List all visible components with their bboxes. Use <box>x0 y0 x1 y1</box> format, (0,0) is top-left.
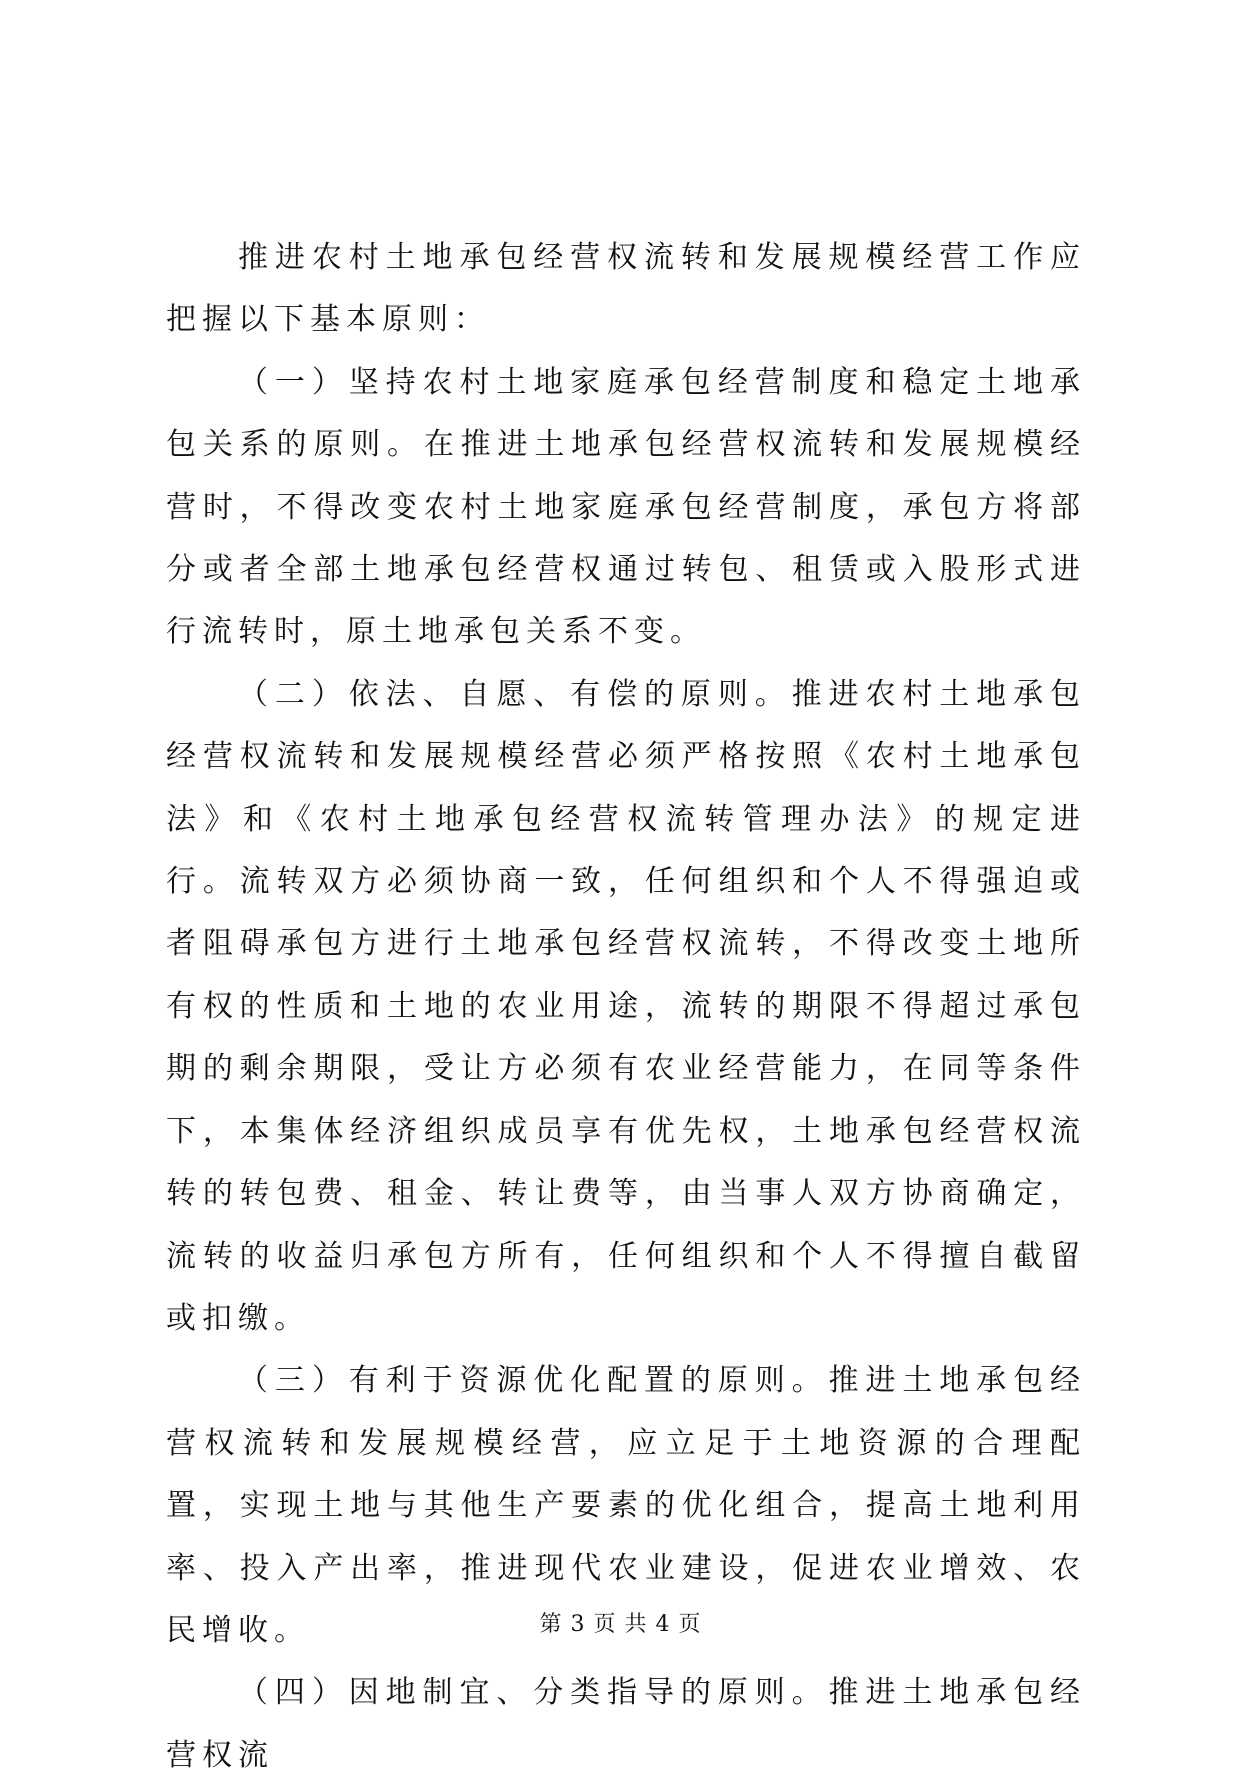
document-body <box>166 227 1086 1787</box>
paragraph-intro: 推进农村土地承包经营权流转和发展规模经营工作应把握以下基本原则： <box>166 240 1086 338</box>
page-number-label: 第 3 页 共 4 页 <box>539 1612 702 1637</box>
paragraph-principle-3: （三）有利于资源优化配置的原则。推进土地承包经营权流转和发展规模经营，应立足于土地资源的合理配置，实现土地与其他生产要素的优化组合，提高土地利用率、投入产出率，推进现代农业建设，促进农业增效、农民增收。 <box>166 1363 1086 1648</box>
paragraph-principle-1: （一）坚持农村土地家庭承包经营制度和稳定土地承包关系的原则。在推进土地承包经营权流转和发展规模经营时，不得改变农村土地家庭承包经营制度，承包方将部分或者全部土地承包经营权通过转包、租赁或入股形式进行流转时，原土地承包关系不变。 <box>166 364 1086 650</box>
paragraph-principle-4: （四）因地制宜、分类指导的原则。推进土地承包经营权流 <box>166 1675 1086 1773</box>
paragraph-principle-2: （二）依法、自愿、有偿的原则。推进农村土地承包经营权流转和发展规模经营必须严格按照《农村土地承包法》和《农村土地承包经营权流转管理办法》的规定进行。流转双方必须协商一致，任何组织和个人不得强迫或者阻碍承包方进行土地承包经营权流转，不得改变土地所有权的性质和土地的农业用途，流转的期限不得超过承包期的剩余期限，受让方必须有农业经营能力，在同等条件下，本集体经济组织成员享有优先权，土地承包经营权流转的转包费、租金、转让费等，由当事人双方协商确定，流转的收益归承包方所有，任何组织和个人不得擅自截留或扣缴。 <box>166 676 1086 1336</box>
page-footer <box>0 1610 1241 1640</box>
